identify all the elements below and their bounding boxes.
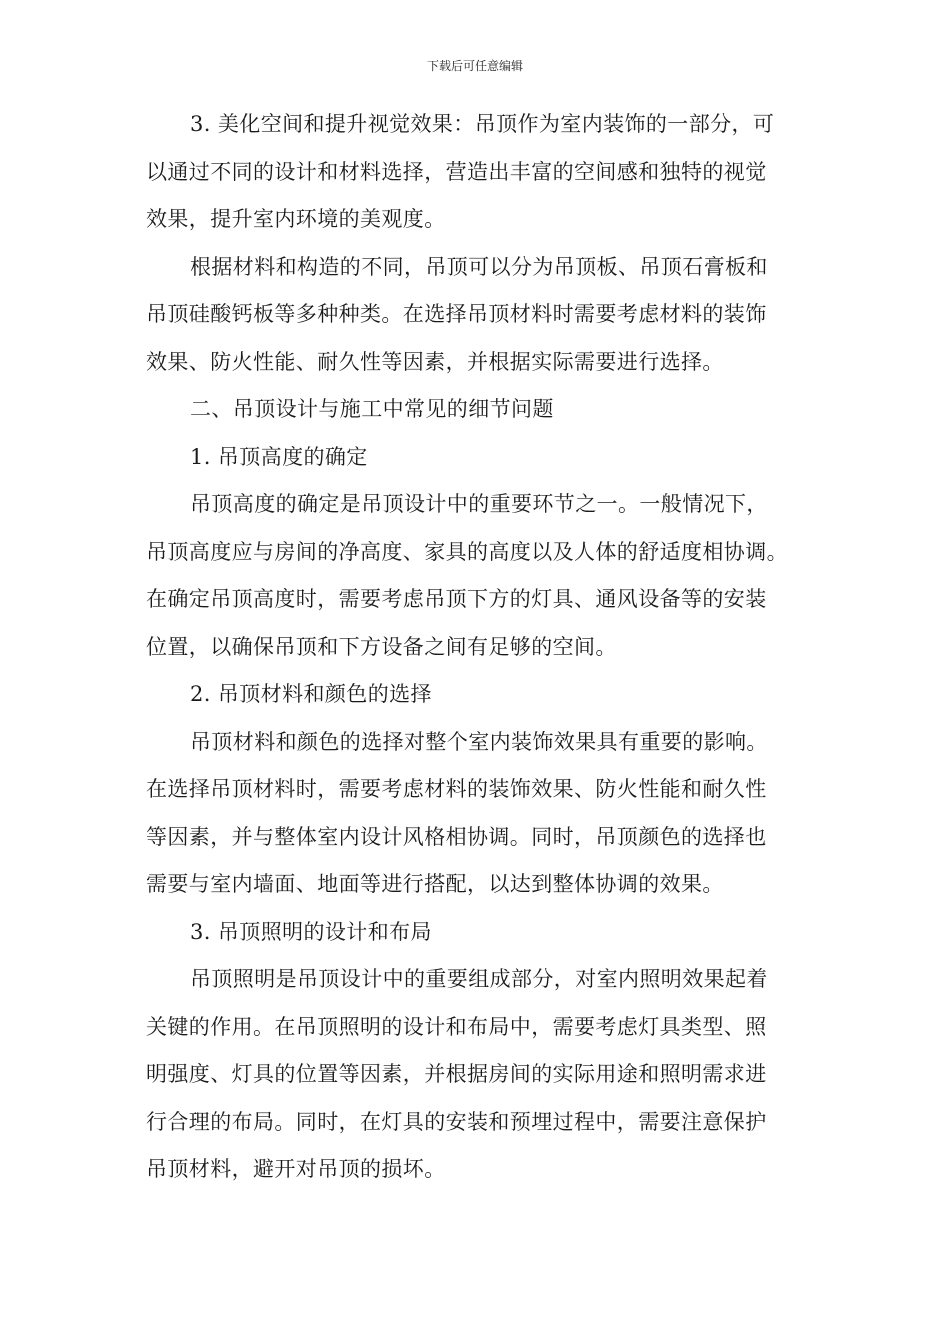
text-line: 在确定吊顶高度时，需要考虑吊顶下方的灯具、通风设备等的安装 [146, 587, 767, 611]
text-line: 等因素，并与整体室内设计风格相协调。同时，吊顶颜色的选择也 [146, 824, 767, 849]
text-line: 2. 吊顶材料和颜色的选择 [190, 682, 432, 706]
text-line: 效果，提升室内环境的美观度。 [146, 207, 446, 231]
text-line: 3. 吊顶照明的设计和布局 [190, 919, 432, 944]
text-line: 吊顶高度的确定是吊顶设计中的重要环节之一。一般情况下， [190, 492, 768, 516]
document-body [146, 112, 806, 1205]
text-line: 需要与室内墙面、地面等进行搭配，以达到整体协调的效果。 [146, 872, 724, 896]
text-line: 位置，以确保吊顶和下方设备之间有足够的空间。 [146, 634, 617, 659]
text-line: 以通过不同的设计和材料选择，营造出丰富的空间感和独特的视觉 [146, 159, 767, 184]
text-line: 效果、防火性能、耐久性等因素，并根据实际需要进行选择。 [146, 349, 724, 374]
text-line: 吊顶高度应与房间的净高度、家具的高度以及人体的舒适度相协调。 [146, 539, 788, 564]
text-line: 吊顶材料，避开对吊顶的损坏。 [146, 1157, 446, 1181]
text-line: 1. 吊顶高度的确定 [190, 444, 368, 469]
text-line: 关键的作用。在吊顶照明的设计和布局中，需要考虑灯具类型、照 [146, 1014, 767, 1039]
text-line: 3. 美化空间和提升视觉效果：吊顶作为室内装饰的一部分，可 [190, 112, 775, 136]
text-line: 行合理的布局。同时，在灯具的安装和预埋过程中，需要注意保护 [146, 1109, 767, 1134]
page-header-note: 下载后可任意编辑 [426, 59, 523, 73]
text-line: 明强度、灯具的位置等因素，并根据房间的实际用途和照明需求进 [146, 1062, 767, 1086]
text-line: 吊顶照明是吊顶设计中的重要组成部分，对室内照明效果起着 [190, 967, 768, 991]
text-line: 根据材料和构造的不同，吊顶可以分为吊顶板、吊顶石膏板和 [190, 254, 768, 279]
text-line: 在选择吊顶材料时，需要考虑材料的装饰效果、防火性能和耐久性 [146, 777, 767, 801]
text-line: 吊顶材料和颜色的选择对整个室内装饰效果具有重要的影响。 [190, 729, 768, 754]
text-line: 吊顶硅酸钙板等多种种类。在选择吊顶材料时需要考虑材料的装饰 [146, 302, 767, 326]
text-line: 二、吊顶设计与施工中常见的细节问题 [190, 397, 554, 421]
